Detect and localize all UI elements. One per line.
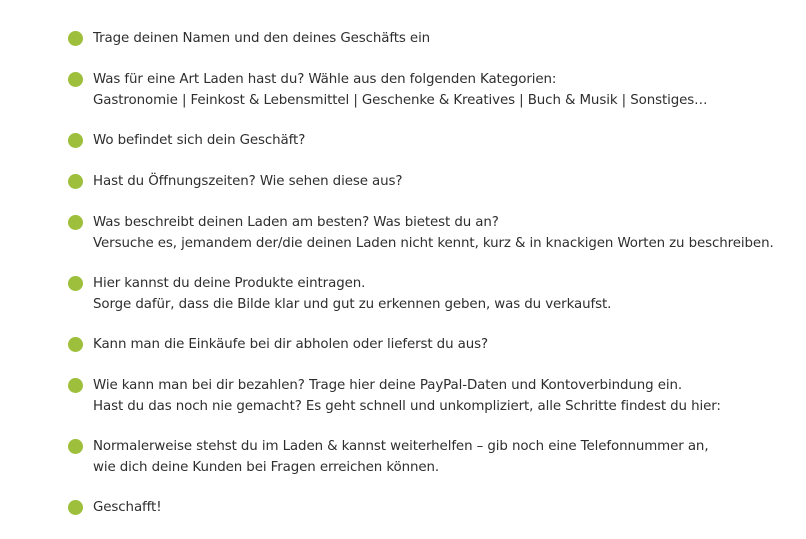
list-item <box>68 436 708 478</box>
text-line: Hier kannst du deine Produkte eintragen. <box>93 276 366 291</box>
bullet-icon <box>68 276 83 291</box>
bullet-icon <box>68 31 83 46</box>
list-item <box>68 497 161 518</box>
text-line: Gastronomie | Feinkost & Lebensmittel | Geschenke & Kreatives | Buch & Musik | Sonstiges… <box>93 93 708 108</box>
text-line: Hast du das noch nie gemacht? Es geht schnell und unkompliziert, alle Schritte findest du hier: <box>93 399 721 414</box>
list-item <box>68 375 721 417</box>
list-item-text <box>93 69 707 111</box>
text-line: Was für eine Art Laden hast du? Wähle aus den folgenden Kategorien: <box>93 72 557 87</box>
text-line: Hast du Öffnungszeiten? Wie sehen diese aus? <box>93 174 403 189</box>
text-line: Wo befindet sich dein Geschäft? <box>93 133 306 148</box>
bullet-icon <box>68 500 83 515</box>
list-item-text <box>93 28 430 49</box>
text-line: wie dich deine Kunden bei Fragen erreichen können. <box>93 460 440 475</box>
list-item <box>68 212 774 254</box>
bullet-icon <box>68 72 83 87</box>
bullet-icon <box>68 215 83 230</box>
list-item <box>68 69 707 111</box>
list-item-text <box>93 436 708 478</box>
list-item <box>68 130 305 151</box>
list-item-text <box>93 212 774 254</box>
text-line: Sorge dafür, dass die Bilde klar und gut zu erkennen geben, was du verkaufst. <box>93 297 612 312</box>
list-item <box>68 273 611 315</box>
text-line: Kann man die Einkäufe bei dir abholen oder lieferst du aus? <box>93 337 488 352</box>
list-item-text <box>93 375 721 417</box>
list-item-text <box>93 497 161 518</box>
text-line: Wie kann man bei dir bezahlen? Trage hier deine PayPal-Daten und Kontoverbindung ein. <box>93 378 682 393</box>
bullet-icon <box>68 439 83 454</box>
bullet-icon <box>68 174 83 189</box>
list-item-text <box>93 273 611 315</box>
bullet-icon <box>68 337 83 352</box>
list-item <box>68 171 402 192</box>
list-item-text <box>93 130 305 151</box>
text-line: Versuche es, jemandem der/die deinen Laden nicht kennt, kurz & in knackigen Worten zu beschreiben. <box>93 236 774 251</box>
list-item <box>68 28 430 49</box>
text-line: Was beschreibt deinen Laden am besten? Was bietest du an? <box>93 215 499 230</box>
text-line: Geschafft! <box>93 500 162 515</box>
list-item <box>68 334 488 355</box>
list-item-text <box>93 171 402 192</box>
bullet-icon <box>68 133 83 148</box>
text-line: Trage deinen Namen und den deines Geschäfts ein <box>93 31 431 46</box>
text-line: Normalerweise stehst du im Laden & kannst weiterhelfen – gib noch eine Telefonnummer an, <box>93 439 709 454</box>
bullet-icon <box>68 378 83 393</box>
list-item-text <box>93 334 488 355</box>
